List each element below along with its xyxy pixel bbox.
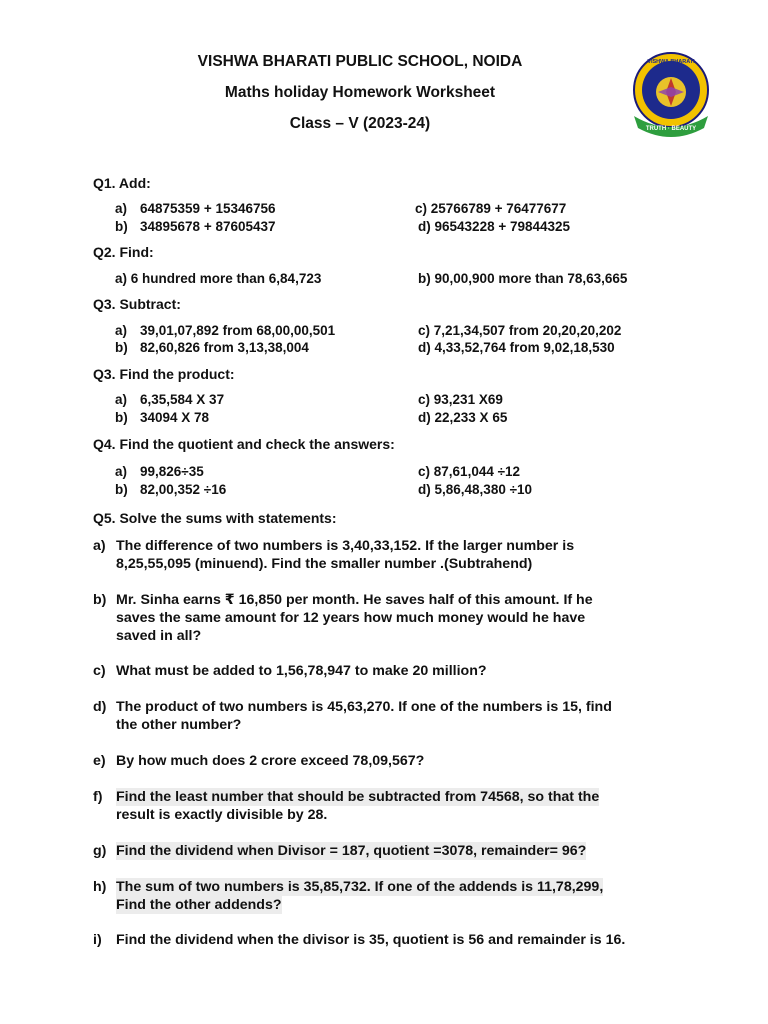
q2-item-b: b) 90,00,900 more than 78,63,665 [418, 271, 628, 286]
svg-text:VISHWA BHARATI: VISHWA BHARATI [647, 59, 695, 65]
q1-item-c: c) 25766789 + 76477677 [415, 201, 567, 216]
q1-item-b: b) 34895678 + 87605437 [115, 219, 276, 234]
q1-item-a: a) 64875359 + 15346756 [115, 201, 276, 216]
svg-text:TRUTH · BEAUTY: TRUTH · BEAUTY [645, 126, 697, 132]
q4-item-c: c) 87,61,044 ÷12 [418, 464, 521, 479]
q3-item-d: d) 4,33,52,764 from 9,02,18,530 [418, 340, 615, 355]
q1-item-d: d) 96543228 + 79844325 [418, 219, 571, 234]
q3b-item-a: a) 6,35,584 X 37 [115, 392, 225, 407]
q4-item-b: b) 82,00,352 ÷16 [115, 482, 227, 497]
q2-item-a: a) 6 hundred more than 6,84,723 [115, 271, 322, 286]
worksheet-title: Maths holiday Homework Worksheet [224, 84, 496, 101]
school-name: VISHWA BHARATI PUBLIC SCHOOL, NOIDA [197, 53, 523, 70]
school-crest-icon [630, 50, 712, 138]
q1-title: Q1. Add: [93, 175, 151, 191]
q3-title: Q3. Subtract: [93, 296, 181, 312]
q3b-title: Q3. Find the product: [93, 366, 235, 382]
q3b-item-b: b) 34094 X 78 [115, 410, 210, 425]
q4-item-d: d) 5,86,48,380 ÷10 [418, 482, 533, 497]
q5-title: Q5. Solve the sums with statements: [93, 510, 337, 526]
q4-title: Q4. Find the quotient and check the answers: [93, 436, 395, 452]
q3-item-a: a) 39,01,07,892 from 68,00,00,501 [115, 323, 336, 338]
q4-item-a: a) 99,826÷35 [115, 464, 204, 479]
q3b-item-c: c) 93,231 X69 [418, 392, 503, 407]
q3b-item-d: d) 22,233 X 65 [418, 410, 508, 425]
q2-title: Q2. Find: [93, 244, 154, 260]
class-title: Class – V (2023-24) [289, 115, 431, 132]
q3-item-c: c) 7,21,34,507 from 20,20,20,202 [418, 323, 622, 338]
q3-item-b: b) 82,60,826 from 3,13,38,004 [115, 340, 309, 355]
